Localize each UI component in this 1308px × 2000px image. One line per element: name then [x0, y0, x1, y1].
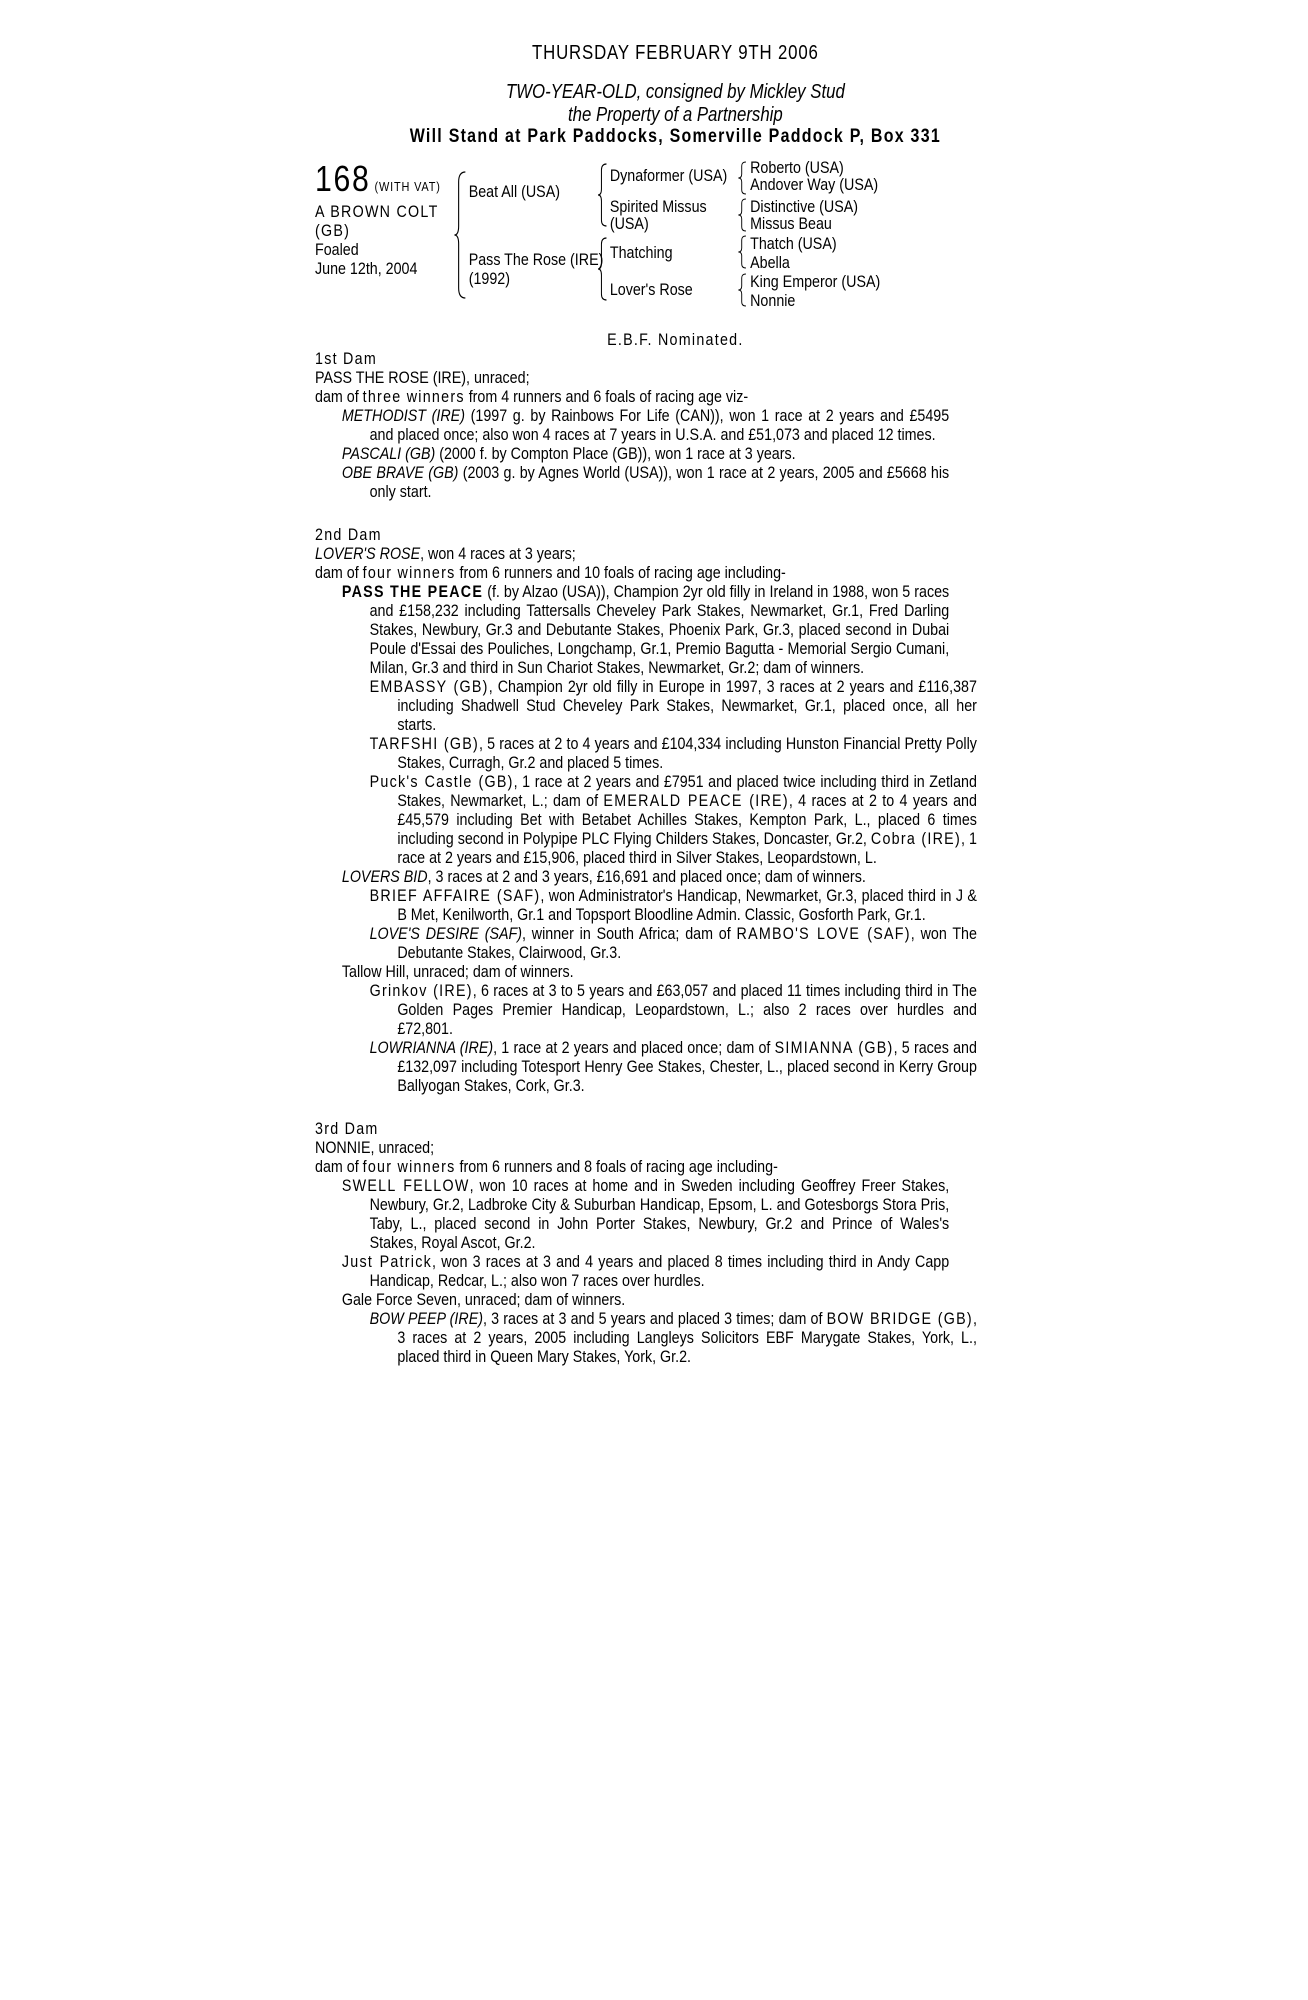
produce-summary: dam of four winners from 6 runners and 10 foals of racing age including-: [315, 563, 786, 582]
winners-count: three winners: [362, 387, 465, 406]
brace-icon: [597, 162, 609, 228]
sire-name: Beat All (USA): [468, 182, 560, 201]
dam-line: NONNIE, unraced;: [315, 1138, 435, 1157]
sale-date: THURSDAY FEBRUARY 9TH 2006: [532, 42, 819, 64]
catalogue-page: [315, 42, 977, 1366]
stand-location: Will Stand at Park Paddocks, Somerville Paddock P, Box 331: [409, 126, 941, 147]
offspring-entry: LOVERS BID, 3 races at 2 and 3 years, £16,691 and placed once; dam of winners.: [341, 867, 866, 886]
sire-dam-line1: Spirited Missus: [609, 197, 707, 216]
grand-offspring-entry: EMBASSY (GB), Champion 2yr old filly in Europe in 1997, 3 races at 2 years and £116,387 including Shadwell Stud Cheveley Park Stakes, Newmarket, Gr.1, placed once, all her starts.: [369, 677, 977, 734]
dam-year: (1992): [468, 269, 510, 288]
section-heading: 1st Dam: [315, 349, 377, 368]
granddam-4: Nonnie: [750, 291, 796, 310]
grand-offspring-entry: Puck's Castle (GB), 1 race at 2 years and £7951 and placed twice including third in Zetland Stakes, Newmarket, L.; dam of EMERALD PEACE (IRE), 4 races at 2 to 4 years and £45,579 including Bet with Betabet Achilles Stakes, Kempton Park, L., placed 6 times including second in Polypipe PLC Flying Childers Stakes, Doncaster, Gr.2, Cobra (IRE), 1 race at 2 years and £15,906, placed third in Silver Stakes, Leopardstown, L.: [369, 772, 977, 867]
offspring-entry: SWELL FELLOW, won 10 races at home and in Sweden including Geoffrey Freer Stakes, Newbury, Gr.2, Ladbroke City & Suburban Handicap, Epsom, L. and Gotesborgs Stora Pris, Taby, L., placed second in John Porter Stakes, Newbury, Gr.2 and Prince of Wales's Stakes, Royal Ascot, Gr.2.: [341, 1176, 950, 1252]
offspring-entry: PASCALI (GB) (2000 f. by Compton Place (GB)), won 1 race at 3 years.: [341, 444, 796, 463]
grand-offspring-entry: LOWRIANNA (IRE), 1 race at 2 years and placed once; dam of SIMIANNA (GB), 5 races and £132,097 including Totesport Henry Gee Stakes, Chester, L., placed second in Kerry Group Ballyogan Stakes, Cork, Gr.3.: [369, 1038, 977, 1095]
lot-number: 168: [315, 158, 371, 199]
brace-icon: [597, 236, 609, 302]
granddam-2: Missus Beau: [750, 214, 832, 233]
brace-icon: [738, 197, 748, 233]
grandsire-1: Roberto (USA): [750, 158, 844, 177]
offspring-entry: METHODIST (IRE) (1997 g. by Rainbows For Life (CAN)), won 1 race at 2 years and £5495 and placed once; also won 4 races at 7 years in U.S.A. and £51,073 and placed 12 times.: [341, 406, 950, 444]
property-line: the Property of a Partnership: [567, 104, 783, 126]
granddam-3: Abella: [750, 253, 790, 272]
offspring-entry: Just Patrick, won 3 races at 3 and 4 years and placed 8 times including third in Andy Capp Handicap, Redcar, L.; also won 7 races over hurdles.: [341, 1252, 950, 1290]
dam-line: LOVER'S ROSE, won 4 races at 3 years;: [315, 544, 576, 563]
grand-offspring-entry: BRIEF AFFAIRE (SAF), won Administrator's Handicap, Newmarket, Gr.3, placed third in J & B Met, Kenilworth, Gr.1 and Topsport Bloodline Admin. Classic, Gosforth Park, Gr.1.: [369, 886, 977, 924]
vat-note: (WITH VAT): [374, 179, 441, 194]
grand-offspring-entry: LOVE'S DESIRE (SAF), winner in South Africa; dam of RAMBO'S LOVE (SAF), won The Debutante Stakes, Clairwood, Gr.3.: [369, 924, 977, 962]
brace-icon: [738, 234, 748, 270]
grand-offspring-entry: BOW PEEP (IRE), 3 races at 3 and 5 years and placed 3 times; dam of BOW BRIDGE (GB), 3 races at 2 years, 2005 including Langleys Solicitors EBF Marygate Stakes, York, L., placed third in Queen Mary Stakes, York, Gr.2.: [369, 1309, 977, 1366]
brace-icon: [738, 272, 748, 308]
offspring-entry: Gale Force Seven, unraced; dam of winners.: [341, 1290, 626, 1309]
dam-sire: Thatching: [609, 243, 673, 262]
grand-offspring-entry: TARFSHI (GB), 5 races at 2 to 4 years and £104,334 including Hunston Financial Pretty Polly Stakes, Curragh, Gr.2 and placed 5 times.: [369, 734, 977, 772]
sire-sire: Dynaformer (USA): [609, 166, 728, 185]
consignment-line: TWO-YEAR-OLD, consigned by Mickley Stud: [505, 81, 845, 103]
offspring-entry: Tallow Hill, unraced; dam of winners.: [341, 962, 574, 981]
produce-summary: dam of three winners from 4 runners and 6 foals of racing age viz-: [315, 387, 749, 406]
lot-description: A BROWN COLT: [315, 202, 439, 221]
section-heading: 2nd Dam: [315, 525, 382, 544]
grandsire-3: Thatch (USA): [750, 234, 837, 253]
offspring-entry: PASS THE PEACE (f. by Alzao (USA)), Champion 2yr old filly in Ireland in 1988, won 5 races and £158,232 including Tattersalls Cheveley Park Stakes, Newmarket, Gr.1, Fred Darling Stakes, Newbury, Gr.3 and Debutante Stakes, Phoenix Park, Gr.3, placed second in Dubai Poule d'Essai des Pouliches, Longchamp, Gr.1, Premio Bagutta - Memorial Sergio Cumani, Milan, Gr.3 and third in Sun Chariot Stakes, Newmarket, Gr.2; dam of winners.: [341, 582, 950, 677]
offspring-entry: OBE BRAVE (GB) (2003 g. by Agnes World (USA)), won 1 race at 2 years, 2005 and £5668 his only start.: [341, 463, 950, 501]
grandsire-4: King Emperor (USA): [750, 272, 881, 291]
foaled-label: Foaled: [315, 240, 359, 259]
lot-origin: (GB): [315, 221, 351, 240]
grandsire-2: Distinctive (USA): [750, 197, 859, 216]
granddam-1: Andover Way (USA): [750, 175, 879, 194]
third-dam-section: [315, 1119, 977, 1366]
pedigree-block: [315, 160, 920, 330]
section-heading: 3rd Dam: [315, 1119, 379, 1138]
brace-icon: [738, 160, 748, 196]
dam-name: Pass The Rose (IRE): [468, 250, 604, 269]
produce-summary: dam of four winners from 6 runners and 8 foals of racing age including-: [315, 1157, 778, 1176]
grand-offspring-entry: Grinkov (IRE), 6 races at 3 to 5 years and £63,057 and placed 11 times including third in The Golden Pages Premier Handicap, Leopardstown, L.; also 2 races over hurdles and £72,801.: [369, 981, 977, 1038]
second-dam-section: [315, 525, 977, 1095]
sire-dam-line2: (USA): [609, 214, 649, 233]
brace-icon: [454, 170, 469, 300]
lot-number-line: [315, 160, 441, 198]
dam-line: PASS THE ROSE (IRE), unraced;: [315, 368, 530, 387]
foaled-date: June 12th, 2004: [315, 259, 418, 278]
ebf-nomination: E.B.F. Nominated.: [607, 330, 744, 349]
first-dam-section: [315, 349, 950, 501]
dam-dam: Lover's Rose: [609, 280, 693, 299]
